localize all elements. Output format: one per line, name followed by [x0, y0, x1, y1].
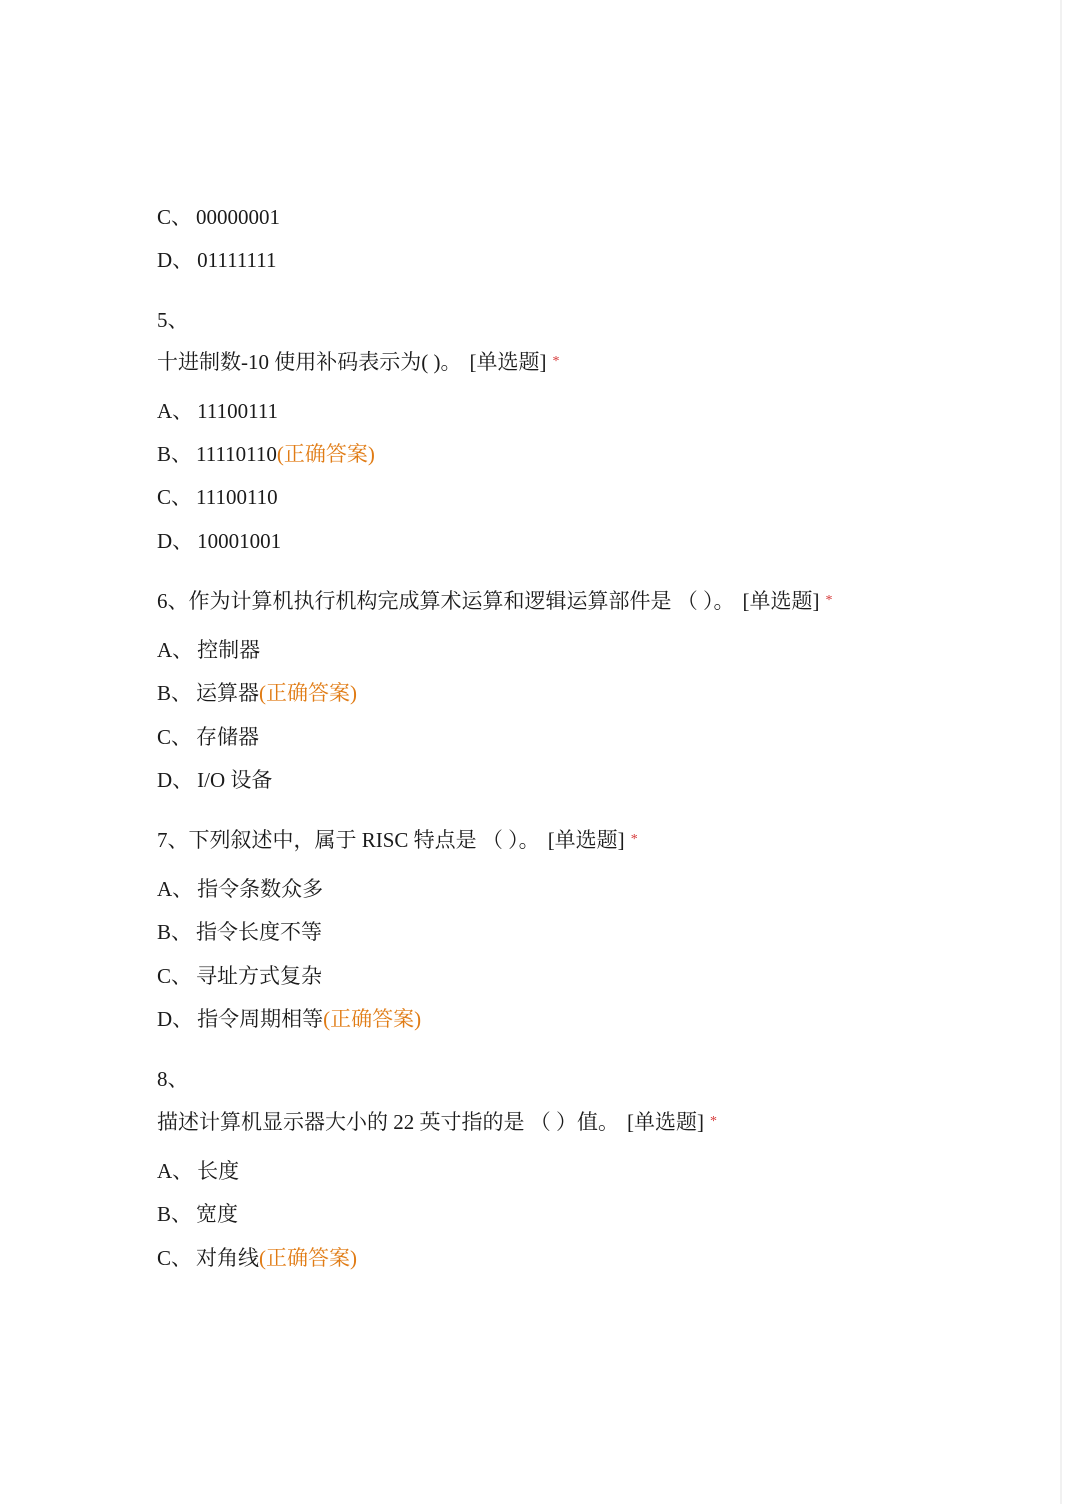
option-8a [157, 1158, 239, 1184]
option-key: C、 [157, 1246, 193, 1270]
option-7c [157, 963, 322, 989]
correct-answer-marker: (正确答案) [323, 1007, 422, 1031]
question-type-tag: [单选题] [742, 589, 820, 613]
option-key: C、 [157, 205, 193, 229]
option-key: B、 [157, 1202, 193, 1226]
option-text: 10001001 [197, 529, 282, 553]
correct-answer-marker: (正确答案) [259, 681, 358, 705]
option-text: 11100111 [197, 399, 279, 423]
question-6-stem [157, 588, 833, 614]
option-6b [157, 680, 357, 706]
option-key: B、 [157, 920, 193, 944]
question-type-tag: [单选题] [469, 350, 547, 374]
option-text: 01111111 [197, 248, 277, 272]
option-8b [157, 1201, 238, 1227]
option-text: 11110110 [196, 442, 277, 466]
question-number: 7、 [157, 828, 189, 852]
option-text: 控制器 [197, 638, 261, 662]
option-key: D、 [157, 248, 194, 272]
option-7a [157, 876, 323, 902]
question-number: 5、 [157, 308, 189, 332]
correct-answer-marker: (正确答案) [259, 1246, 358, 1270]
required-asterisk: * [710, 1114, 717, 1129]
option-text: 宽度 [196, 1202, 239, 1226]
option-7b [157, 919, 322, 945]
required-asterisk: * [552, 354, 560, 369]
question-7-stem [157, 827, 638, 853]
page-edge-shadow [1060, 0, 1062, 1504]
option-key: A、 [157, 1159, 194, 1183]
option-text: 寻址方式复杂 [196, 964, 323, 988]
option-key: A、 [157, 877, 194, 901]
option-7d [157, 1006, 421, 1032]
question-5-number [157, 307, 189, 333]
option-key: C、 [157, 725, 193, 749]
option-key: C、 [157, 964, 193, 988]
option-4c [157, 204, 280, 230]
option-text: I/O 设备 [197, 768, 273, 792]
option-key: D、 [157, 529, 194, 553]
option-key: C、 [157, 485, 193, 509]
option-4d [157, 247, 277, 273]
question-5-stem [157, 349, 559, 375]
option-6d [157, 767, 272, 793]
option-key: B、 [157, 681, 193, 705]
option-5c [157, 484, 278, 510]
option-text: 11100110 [196, 485, 278, 509]
option-key: A、 [157, 399, 194, 423]
question-type-tag: [单选题] [547, 828, 625, 852]
option-8c [157, 1245, 357, 1271]
correct-answer-marker: (正确答案) [276, 442, 375, 466]
question-number: 6、 [157, 589, 189, 613]
question-stem: 下列叙述中，属于 RISC 特点是 （ ）。 [188, 828, 540, 852]
required-asterisk: * [825, 593, 833, 608]
question-stem: 作为计算机执行机构完成算术运算和逻辑运算部件是 （ ）。 [188, 589, 735, 613]
option-text: 运算器 [196, 681, 260, 705]
question-stem: 十进制数-10 使用补码表示为( )。 [157, 350, 462, 374]
option-key: A、 [157, 638, 194, 662]
option-5b [157, 441, 375, 467]
question-stem: 描述计算机显示器大小的 22 英寸指的是 （ ）值。 [157, 1110, 619, 1134]
option-text: 长度 [197, 1159, 240, 1183]
option-text: 存储器 [196, 725, 260, 749]
question-number: 8、 [157, 1067, 189, 1091]
option-text: 对角线 [196, 1246, 260, 1270]
option-key: B、 [157, 442, 193, 466]
required-asterisk: * [630, 832, 638, 847]
option-text: 指令长度不等 [196, 920, 323, 944]
question-8-number [157, 1066, 189, 1092]
option-key: D、 [157, 1007, 194, 1031]
option-key: D、 [157, 768, 194, 792]
option-6c [157, 724, 259, 750]
option-text: 指令条数众多 [197, 877, 324, 901]
option-text: 指令周期相等 [197, 1007, 324, 1031]
option-5d [157, 528, 281, 554]
question-type-tag: [单选题] [627, 1110, 704, 1134]
option-text: 00000001 [196, 205, 281, 229]
question-8-stem [157, 1109, 717, 1135]
option-6a [157, 637, 260, 663]
option-5a [157, 398, 278, 424]
